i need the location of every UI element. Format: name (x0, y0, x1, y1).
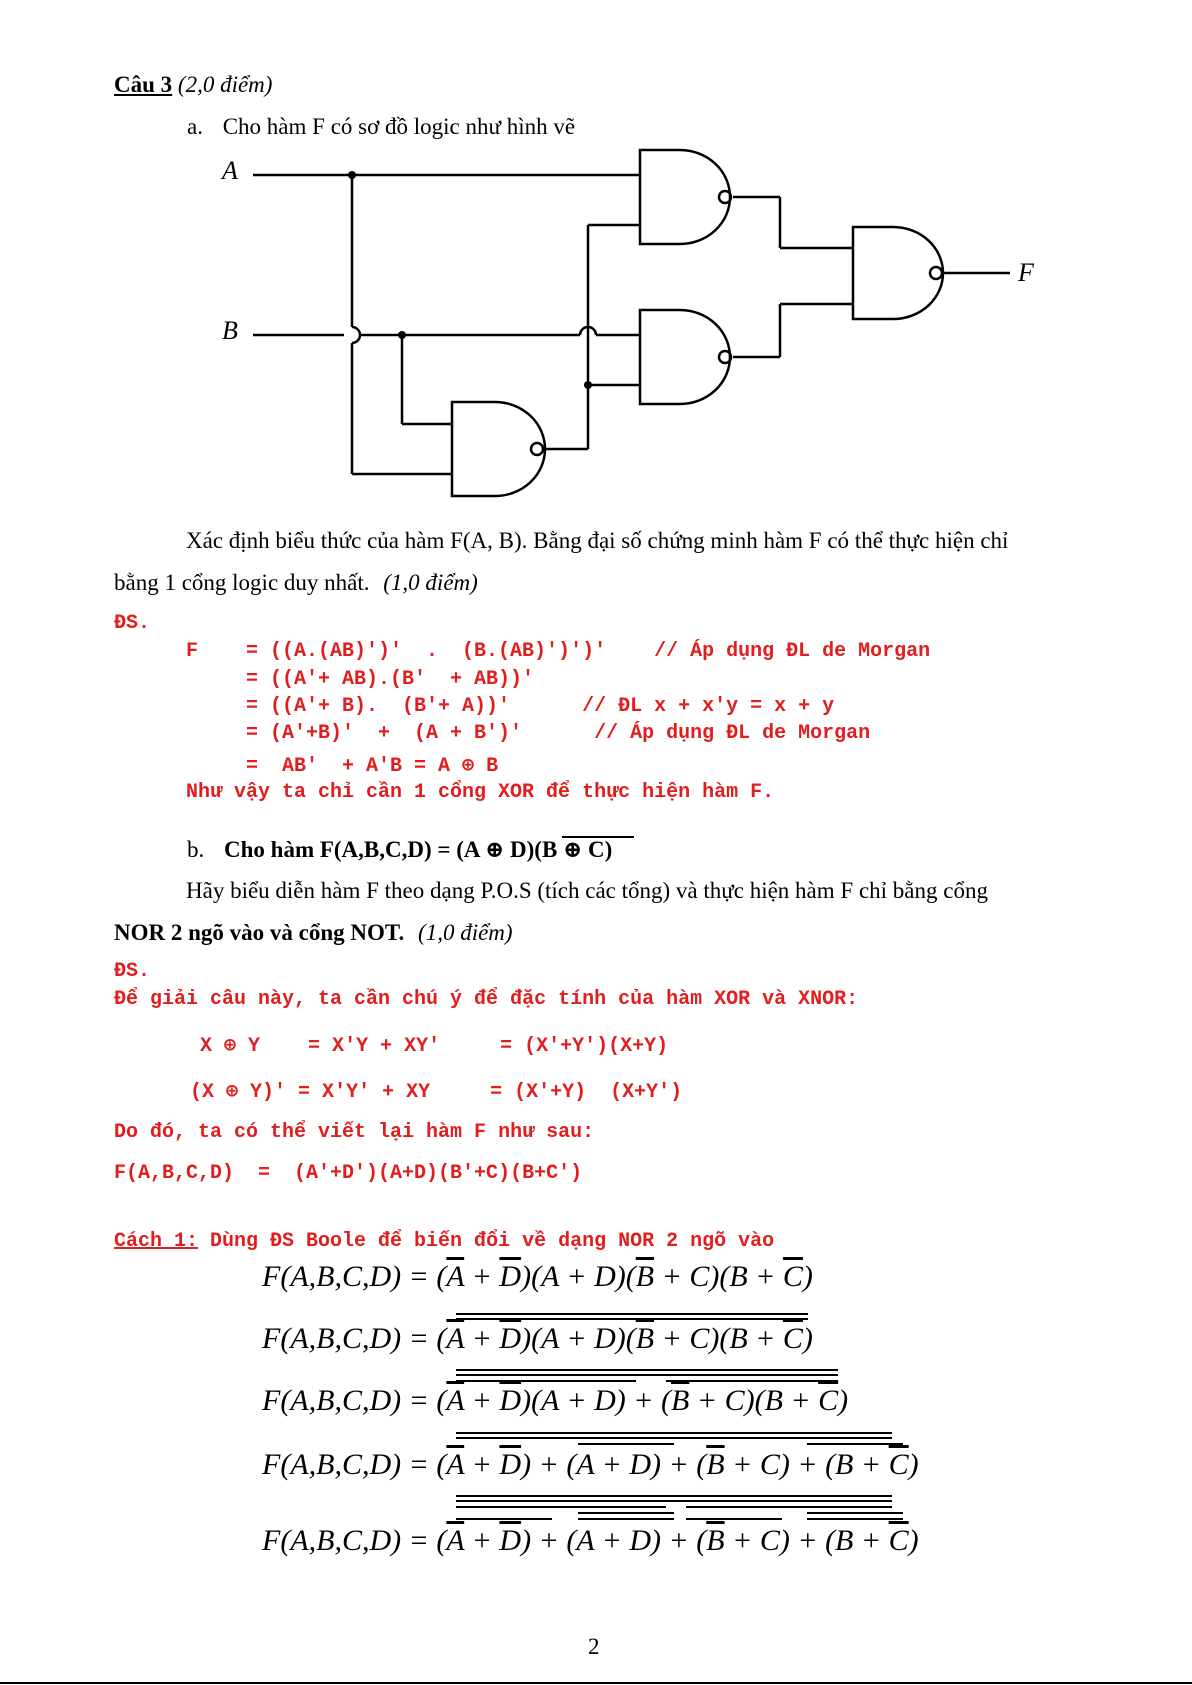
part-a-intro-text: Cho hàm F có sơ đồ logic như hình vẽ (222, 114, 576, 139)
equation-lhs: F(A,B,C,D) = (262, 1322, 429, 1355)
output-f-label: F (1018, 258, 1034, 287)
part-a-question-line1: Xác định biểu thức của hàm F(A, B). Bằng đại số chứng minh hàm F có thể thực hiện chỉ (186, 528, 1009, 553)
equation-3: $F(A,B,C,D) = (\overline{A} + \overline{D})(A + D) + (\overline{B} + C)(B + \overline{C})$ (262, 1384, 849, 1417)
rewrite-expression: F(A,B,C,D) = (A′+D′)(A+D)(B′+C)(B+C′) (114, 1162, 583, 1185)
part-a-conclusion: Như vậy ta chỉ cần 1 cổng XOR để thực hiện hàm F. (186, 781, 775, 804)
part-b-intro-text: Cho hàm F(A,B,C,D) = (A ⊕ D)(B ⊕ C) (224, 837, 613, 862)
page-number: 2 (588, 1634, 600, 1659)
method-label: Cách 1: (114, 1230, 199, 1253)
xor-identity: X ⊕ Y = X′Y + XY′ = (X′+Y′)(X+Y) (200, 1035, 669, 1058)
part-b-question-points: (1,0 điểm) (418, 920, 513, 945)
part-a-answer-line-1: F = ((A.(AB)′)′ . (B.(AB)′)′)′ // Áp dụng ĐL de Morgan (186, 640, 931, 663)
input-a-label: A (222, 156, 238, 185)
part-a-answer-line-3: = ((A′+ B). (B′+ A))′ // ĐL x + x′y = x + y (186, 695, 835, 718)
equation-5: $F(A,B,C,D) = (\overline{A} + \overline{D}) + (A + D) + (\overline{B} + C) + (B + \overline{C})$ (262, 1524, 919, 1557)
boolean-equations (262, 1260, 919, 1580)
method-text: Dùng ĐS Boole để biến đổi về dạng NOR 2 ngõ vào (198, 1230, 775, 1253)
part-a-question-line2: bằng 1 cổng logic duy nhất. (1,0 điểm) (114, 570, 478, 595)
equation-lhs: F(A,B,C,D) = (262, 1448, 429, 1481)
xnor-identity: (X ⊕ Y)′ = X′Y′ + XY = (X′+Y) (X+Y′) (190, 1081, 683, 1104)
part-b-answer-intro: Để giải câu này, ta cần chú ý để đặc tính của hàm XOR và XNOR: (114, 988, 859, 1011)
part-b-label: b. (187, 837, 205, 862)
part-a-answer-line-2: = ((A′+ AB).(B′ + AB))′ (186, 668, 535, 691)
part-a-question-points: (1,0 điểm) (383, 570, 478, 595)
equation-4: $F(A,B,C,D) = (\overline{A} + \overline{D}) + (A + D) + (\overline{B} + C) + (B + \overline{C})$ (262, 1448, 919, 1481)
logic-circuit-diagram (0, 0, 1192, 510)
equation-1: $F(A,B,C,D) = (\overline{A} + \overline{D})(A + D)(\overline{B} + C)(B + \overline{C})$ (262, 1260, 813, 1293)
part-b-question-line1: Hãy biểu diễn hàm F theo dạng P.O.S (tích các tổng) và thực hiện hàm F chỉ bằng cổng (186, 878, 988, 903)
part-b-overline (562, 836, 634, 838)
part-a-answer-line-4: = (A′+B)′ + (A + B′)′ // Áp dụng ĐL de Morgan (186, 722, 871, 745)
method-1-heading (114, 1230, 774, 1253)
question-title: Câu 3 (114, 72, 173, 97)
input-b-label: B (222, 316, 238, 345)
part-a-answer-label: ĐS. (114, 612, 151, 635)
part-a-label: a. (187, 114, 203, 139)
bottom-rule (0, 1682, 1192, 1684)
rewrite-intro: Do đó, ta có thể viết lại hàm F như sau: (114, 1121, 595, 1144)
part-b-question-line2: NOR 2 ngõ vào và cổng NOT. (1,0 điểm) (114, 920, 513, 945)
part-b-intro (187, 836, 612, 863)
part-a-answer-line-5: = AB′ + A′B = A ⊕ B (186, 755, 499, 778)
question-points: (2,0 điểm) (177, 72, 273, 97)
equation-lhs: F(A,B,C,D) = (262, 1384, 429, 1417)
part-b-answer-label: ĐS. (114, 960, 151, 983)
equation-2: $F(A,B,C,D) = (\overline{A} + \overline{D})(A + D)(\overline{B} + C)(B + \overline{C})$ (262, 1322, 813, 1355)
equation-lhs: F(A,B,C,D) = (262, 1524, 429, 1557)
equation-lhs: F(A,B,C,D) = (262, 1260, 429, 1293)
